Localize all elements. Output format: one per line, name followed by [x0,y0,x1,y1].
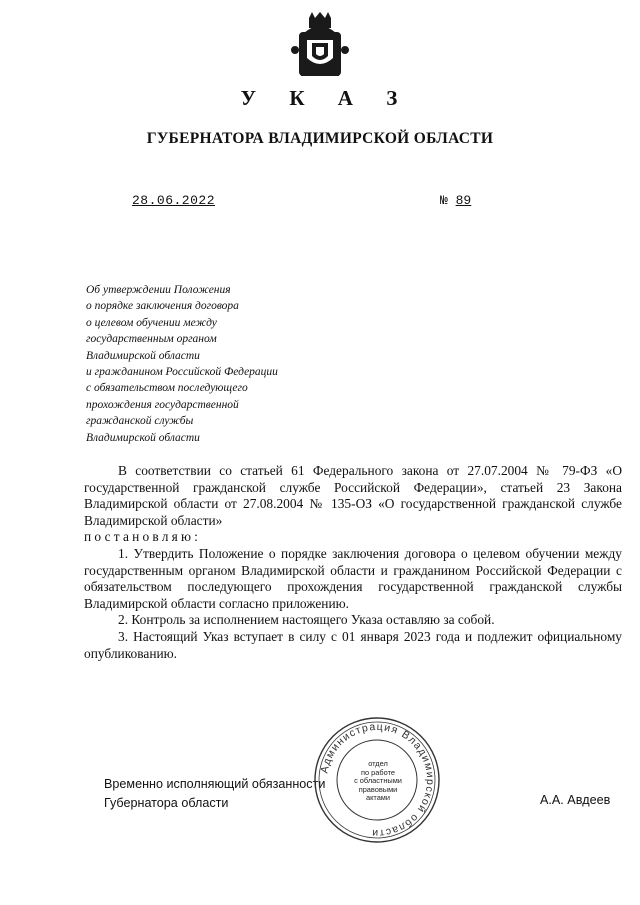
item-2-paragraph: 2. Контроль за исполнением настоящего Указа оставляю за собой. [118,612,495,628]
heading-line: Об утверждении Положения [86,284,231,296]
heading-line: Владимирской области [86,431,200,444]
preamble-paragraph: В соответствии со статьей 61 Федерального закона от 27.07.2004 № 79-ФЗ «О государственной гражданской службе Российской Федерации», статьей 23 Закона Владимирской области от 27.08.2004 № 135-ОЗ «О государственной гражданской службе Владимирской области» [84,463,622,528]
decree-word: постановляю: [84,529,202,545]
heading-line: о порядке заключения договора [86,300,239,313]
document-subtitle: ГУБЕРНАТОРА ВЛАДИМИРСКОЙ ОБЛАСТИ [146,130,494,147]
stamp-line: по работе [361,767,395,777]
decree-body [84,463,622,662]
stamp-line: с областными [354,776,402,786]
decree-heading [86,282,326,446]
document-number [440,193,485,208]
stamp-inner-text [349,760,407,803]
number-value: 89 [455,193,472,208]
stamp-line: отдел [368,759,388,768]
heading-line: о целевом обучении между [86,316,217,329]
heading-line: и гражданином Российской Федерации [86,366,278,379]
position-line-1: Временно исполняющий обязанности [104,777,326,791]
heading-line: Владимирской области [86,349,200,362]
stamp-line: актами [365,793,391,803]
stamp-ring-text: Администрация Владимирской области [318,720,437,840]
heading-line: гражданской службы [86,415,194,428]
number-sign: № [440,193,448,208]
heading-line: с обязательством последующего [86,382,248,395]
stamp-line: правовыми [358,784,398,794]
item-1-paragraph: 1. Утвердить Положение о порядке заключения договора о целевом обучении между государственным органом Владимирской области и гражданином Российской Федерации с обязательством последующего прохождения государственной гражданской службы Владимирской области согласно приложению. [84,545,622,611]
heading-line: государственным органом [86,333,217,346]
coat-of-arms-emblem [287,12,353,78]
signatory-position [104,775,325,813]
item-3-paragraph: 3. Настоящий Указ вступает в силу с 01 января 2023 года и подлежит официальному опубликованию. [84,628,622,661]
signatory-name: А.А. Авдеев [540,793,611,807]
heading-line: прохождения государственной [86,398,239,411]
position-line-2: Губернатора области [104,796,229,810]
document-date: 28.06.2022 [132,193,216,208]
document-title: У К А З [240,86,412,110]
